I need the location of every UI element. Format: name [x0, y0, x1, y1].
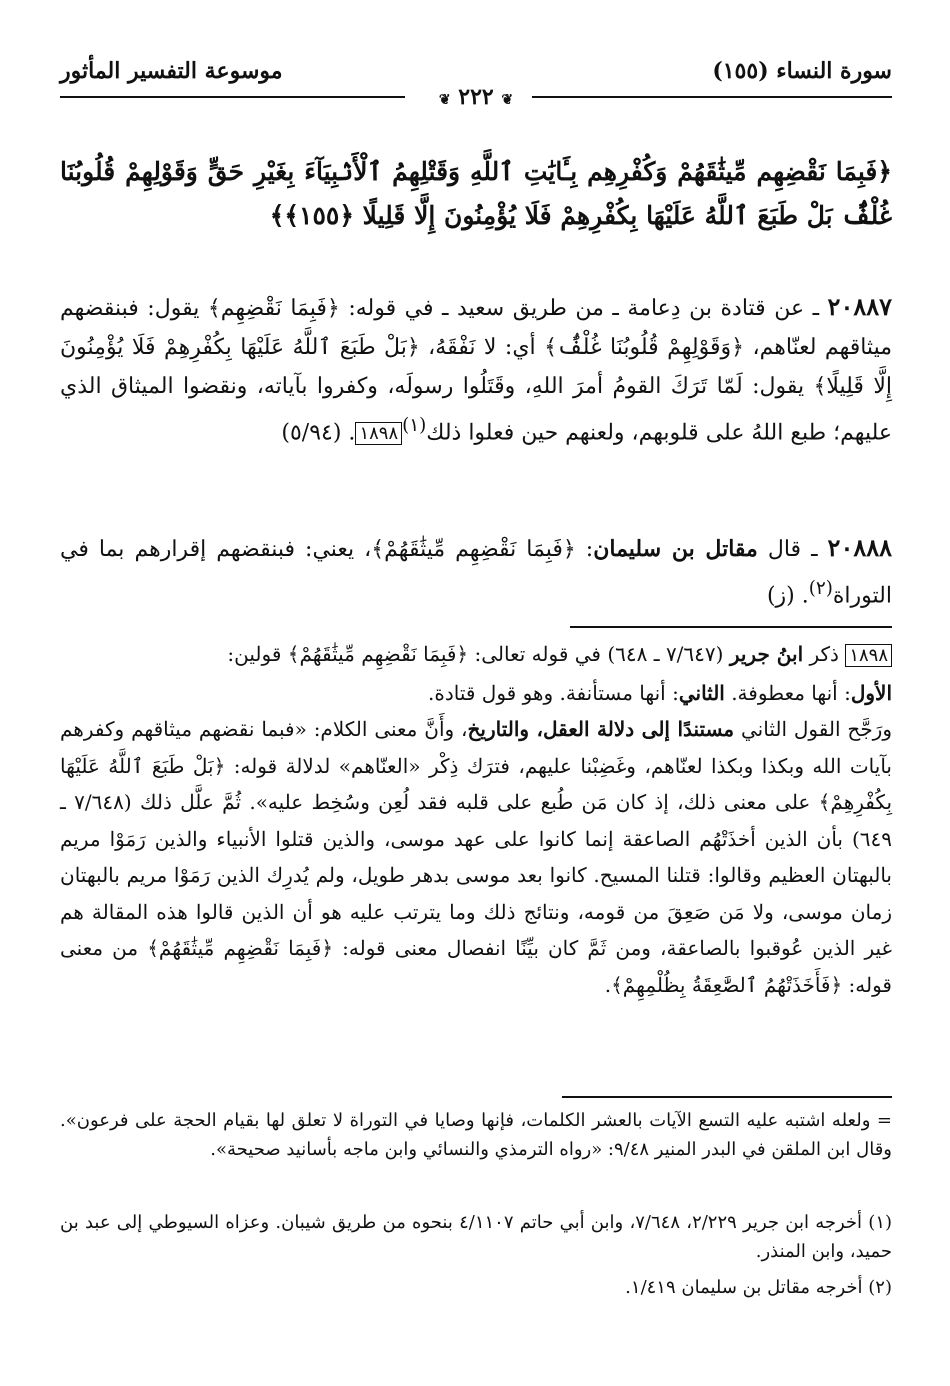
footnote-1: (١) أخرجه ابن جرير ٢/٢٢٩، ٧/٦٤٨، وابن أبي حاتم ٤/١١٠٧ بنحوه من طريق شيبان. وعزاه السيوطي إلى عبد بن حميد، وابن المنذر. [60, 1212, 893, 1262]
commentary-emphasis: مستندًا إلى دلالة العقل، والتاريخ [467, 717, 735, 741]
commentary-ref-box: ١٨٩٨ [355, 422, 402, 445]
page-header [60, 58, 892, 110]
page-number: ٢٢٢ [458, 84, 494, 110]
footnote-continued: = ولعله اشتبه عليه التسع الآيات بالعشر الكلمات، فإنها وصايا في التوراة لا تعلق لها بقيام الحجة على فرعون». وقال ابن الملقن في البدر المنير ٩/٤٨: «رواه الترمذي والنسائي وابن ماجه بأسانيد صحيحة». [60, 1110, 892, 1160]
scholar-name: ابنُ جرير [729, 642, 804, 666]
opinion-text: : أنها معطوفة. [724, 680, 851, 705]
narration-number: ٢٠٨٨٨ [827, 533, 892, 562]
commentary-text: ، وأَنَّ معنى الكلام: «فبما نقضهم ميثاقهم وكفرهم بآيات الله وبكذا وبكذا لعنّاهم، وغَضِبْنا عليهم، فترَك ذِكْر «العنّاهم» لدلالة قوله: ﴿بَلْ طَبَعَ ٱللَّهُ عَلَيْهَا بِكُفْرِهِمْ﴾ على معنى ذلك، إذ كان مَن طُبع على قلبه فقد لُعِن وسُخِط عليه». ثُمَّ علَّل ذلك (٧/٦٤٨ ـ ٦٤٩) بأن الذين أخذَتْهُم الصاعقة إنما كانوا على عهد موسى، والذين قتلوا الأنبياء والذين رَمَوْا مريم بالبهتان العظيم وقالوا: قتلنا المسيح. كانوا بعد موسى بدهر طويل، ولم يُدرِك الذين رَمَوْا مريم بالبهتان زمان موسى، ولا مَن صَعِقَ من قومه، ونتائج ذلك وما يترتب عليه هو أن الذين قالوا هذه المقالة هم غير الذين عُوقبوا بالصاعقة، ومن ثَمَّ كان بيِّنًا انفصال معنى قوله: ﴿فَبِمَا نَقْضِهِم مِّيثَٰقَهُمْ﴾ من معنى قوله: ﴿فَأَخَذَتْهُمُ ٱلصَّٰعِقَةُ بِظُلْمِهِمْ﴾. [60, 717, 893, 997]
narration-20887 [60, 287, 892, 453]
surah-title: سورة النساء (١٥٥) [712, 58, 892, 84]
commentary-preference [60, 711, 892, 1003]
opinion-label: الأول [850, 680, 892, 705]
commentary-separator [570, 626, 892, 628]
narrator-name: مقاتل بن سليمان [593, 536, 758, 562]
footnote-separator [562, 1096, 892, 1098]
commentary-text: (٧/٦٤٧ ـ ٦٤٨) في قوله تعالى: ﴿فَبِمَا نَقْضِهِم مِّيثَٰقَهُمْ﴾ قولين: [227, 642, 730, 666]
ornament-icon: ❦ [501, 92, 514, 108]
book-title: موسوعة التفسير المأثور [60, 58, 283, 84]
commentary-intro [60, 636, 892, 675]
header-rule-right [532, 96, 892, 98]
footnote-ref: (٢) [808, 578, 833, 599]
quran-verse: ﴿فَبِمَا نَقْضِهِم مِّيثَٰقَهُمْ وَكُفْرِهِم بِـَٔايَٰتِ ٱللَّهِ وَقَتْلِهِمُ ٱلْأَنۢبِيَآءَ بِغَيْرِ حَقٍّ وَقَوْلِهِمْ قُلُوبُنَا غُلْفٌۢ بَلْ طَبَعَ ٱللَّهُ عَلَيْهَا بِكُفْرِهِمْ فَلَا يُؤْمِنُونَ إِلَّا قَلِيلًا ﴿١٥٥﴾﴾ [60, 157, 892, 230]
commentary-number-box: ١٨٩٨ [845, 644, 892, 667]
commentary-text: ورَجَّح القول الثاني [734, 717, 892, 741]
footnote-ref: (١) [402, 415, 427, 436]
narration-20888 [60, 528, 892, 615]
narration-text: : ﴿فَبِمَا نَقْضِهِم مِّيثَٰقَهُمْ﴾، يعني: فبنقضهم إقرارهم بما في التوراة [60, 537, 892, 609]
commentary-note [60, 636, 892, 1003]
opinion-text: : أنها مستأنفة. وهو قول قتادة. [428, 680, 679, 705]
commentary-text: ذكر [803, 642, 846, 666]
source-ref: . (ز) [766, 583, 809, 609]
narration-text: ـ قال [757, 537, 828, 562]
ornament-icon: ❦ [438, 92, 451, 108]
narration-number: ٢٠٨٨٧ [827, 292, 892, 321]
volume-ref: . (٥/٩٤) [281, 420, 356, 446]
narration-text: ـ عن قتادة بن دِعامة ـ من طريق سعيد ـ في قوله: ﴿فَبِمَا نَقْضِهِم﴾ يقول: فبنقضهم ميثاقهم لعنّاهم، ﴿وَقَوْلِهِمْ قُلُوبُنَا غُلْفٌۢ﴾ أي: لا نَفْقَهُ، ﴿بَلْ طَبَعَ ٱللَّهُ عَلَيْهَا بِكُفْرِهِمْ فَلَا يُؤْمِنُونَ إِلَّا قَلِيلًا﴾ يقول: لَمّا تَرَكَ القومُ أمرَ اللهِ، وقَتَلُوا رسولَه، وكفروا بآياته، ونقضوا الميثاق الذي عليهم؛ طبع اللهُ على قلوبهم، ولعنهم حين فعلوا ذلك [60, 296, 892, 446]
header-rule-left [60, 96, 405, 98]
commentary-opinions [60, 675, 892, 712]
opinion-label: الثاني [678, 680, 725, 705]
footnote-2: (٢) أخرجه مقاتل بن سليمان ١/٤١٩. [625, 1277, 892, 1298]
page-number-block [431, 84, 521, 110]
